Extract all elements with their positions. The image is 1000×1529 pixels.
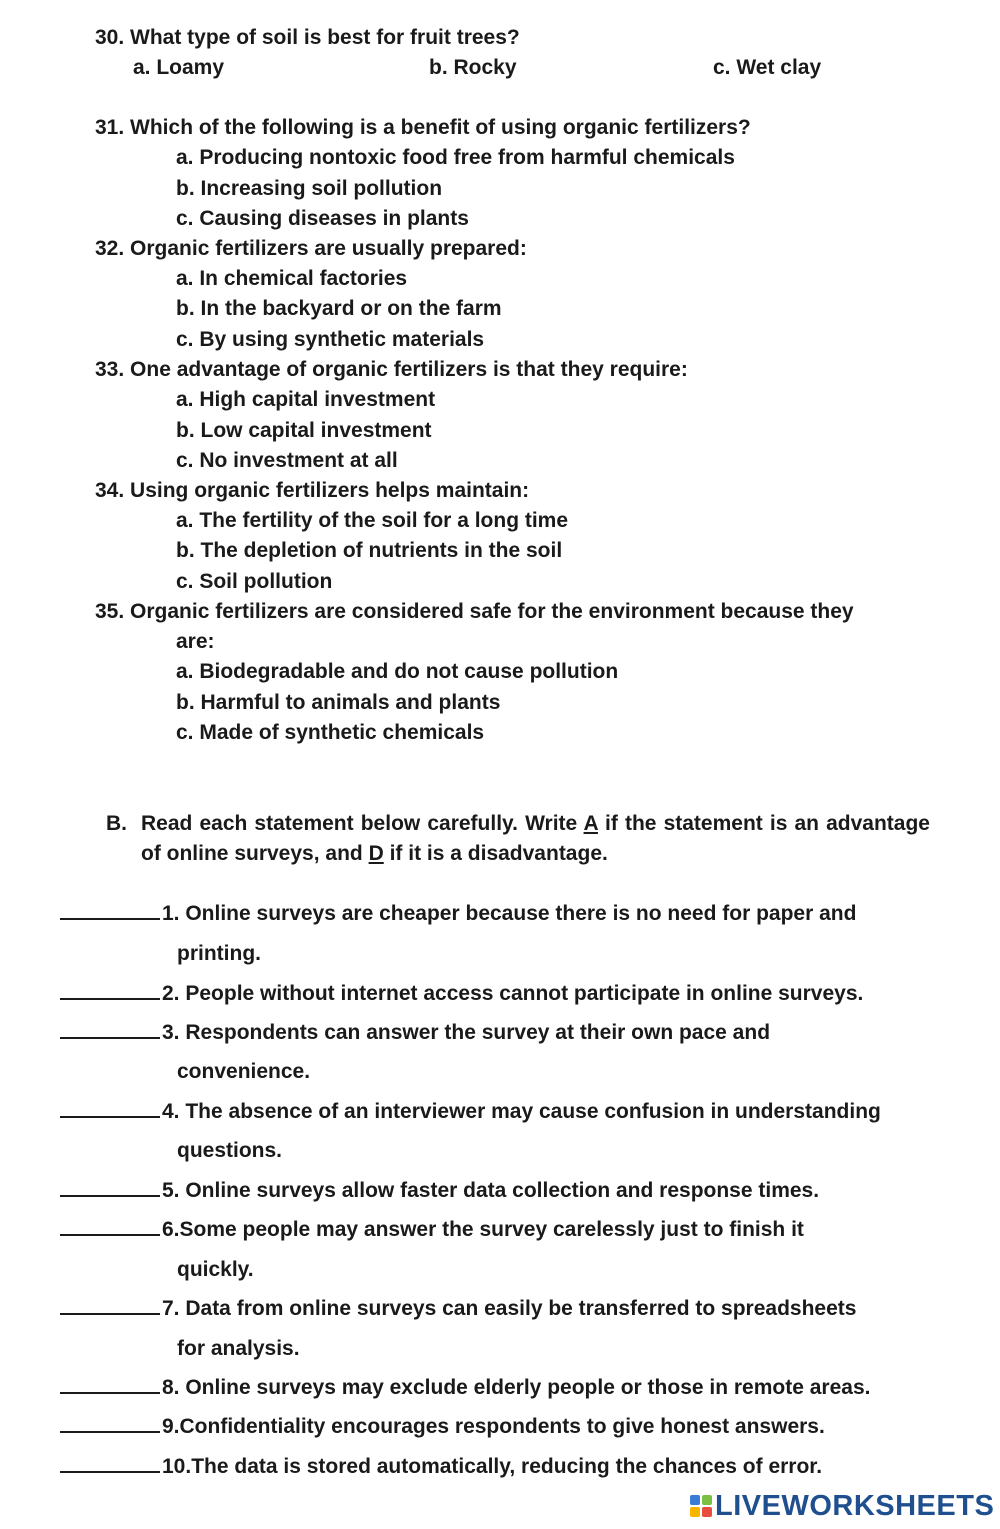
- section-b-letter: B.: [106, 812, 127, 835]
- statement-5: [60, 1178, 819, 1204]
- question-31-stem: 31. Which of the following is a benefit of using organic fertilizers?: [95, 116, 751, 139]
- statement-10: [60, 1454, 822, 1480]
- question-34-option-b: b. The depletion of nutrients in the soil: [176, 539, 563, 562]
- statement-6-continued: quickly.: [177, 1258, 254, 1281]
- question-30-option-a: a. Loamy: [133, 56, 225, 79]
- statement-9: [60, 1414, 825, 1440]
- question-35-option-c: c. Made of synthetic chemicals: [176, 721, 485, 744]
- statement-3-continued: convenience.: [177, 1060, 311, 1083]
- statement-6-text: 6.Some people may answer the survey carelessly just to finish it: [162, 1218, 804, 1241]
- question-34-option-c: c. Soil pollution: [176, 570, 333, 593]
- answer-blank-4[interactable]: [60, 1116, 160, 1118]
- question-33-option-b: b. Low capital investment: [176, 419, 432, 442]
- question-31-option-c: c. Causing diseases in plants: [176, 207, 469, 230]
- question-32-option-a: a. In chemical factories: [176, 267, 408, 290]
- answer-blank-1[interactable]: [60, 918, 160, 920]
- statement-5-text: 5. Online surveys allow faster data collection and response times.: [162, 1179, 820, 1202]
- answer-blank-7[interactable]: [60, 1313, 160, 1315]
- statement-7-text: 7. Data from online surveys can easily be transferred to spreadsheets: [162, 1297, 857, 1320]
- statement-1: [60, 901, 856, 927]
- statement-2: [60, 981, 863, 1007]
- question-35-stem: 35. Organic fertilizers are considered safe for the environment because they: [95, 600, 854, 623]
- question-31-option-b: b. Increasing soil pollution: [176, 177, 443, 200]
- answer-blank-5[interactable]: [60, 1195, 160, 1197]
- statement-7: [60, 1296, 856, 1322]
- statement-3: [60, 1020, 770, 1046]
- statement-9-text: 9.Confidentiality encourages respondents to give honest answers.: [162, 1415, 825, 1438]
- answer-mark-a: A: [583, 812, 598, 835]
- question-30-option-b: b. Rocky: [429, 56, 517, 79]
- statement-2-text: 2. People without internet access cannot participate in online surveys.: [162, 982, 864, 1005]
- question-32-option-b: b. In the backyard or on the farm: [176, 297, 502, 320]
- question-33-option-c: c. No investment at all: [176, 449, 398, 472]
- statement-4: [60, 1099, 881, 1125]
- statement-4-text: 4. The absence of an interviewer may cause confusion in understanding: [162, 1100, 881, 1123]
- question-34-option-a: a. The fertility of the soil for a long time: [176, 509, 569, 532]
- answer-mark-d: D: [368, 842, 384, 865]
- question-32-option-c: c. By using synthetic materials: [176, 328, 485, 351]
- question-33-option-a: a. High capital investment: [176, 388, 436, 411]
- statement-3-text: 3. Respondents can answer the survey at their own pace and: [162, 1021, 771, 1044]
- statement-4-continued: questions.: [177, 1139, 283, 1162]
- question-32-stem: 32. Organic fertilizers are usually prepared:: [95, 237, 527, 260]
- statement-6: [60, 1217, 804, 1243]
- logo-text: LIVEWORKSHEETS: [715, 1489, 995, 1522]
- question-33-stem: 33. One advantage of organic fertilizers is that they require:: [95, 358, 688, 381]
- question-35-option-b: b. Harmful to animals and plants: [176, 691, 501, 714]
- question-31-option-a: a. Producing nontoxic food free from harmful chemicals: [176, 146, 735, 169]
- liveworksheets-logo-icon: [690, 1495, 712, 1517]
- statement-10-text: 10.The data is stored automatically, reducing the chances of error.: [162, 1455, 823, 1478]
- answer-blank-10[interactable]: [60, 1471, 160, 1473]
- question-30-stem: 30. What type of soil is best for fruit trees?: [95, 26, 520, 49]
- question-34-stem: 34. Using organic fertilizers helps maintain:: [95, 479, 530, 502]
- statement-1-continued: printing.: [177, 942, 261, 965]
- answer-blank-8[interactable]: [60, 1392, 160, 1394]
- statement-8: [60, 1375, 870, 1401]
- statement-8-text: 8. Online surveys may exclude elderly people or those in remote areas.: [162, 1376, 871, 1399]
- instructions-text-3: if it is a disadvantage.: [389, 842, 608, 865]
- answer-blank-9[interactable]: [60, 1431, 160, 1433]
- section-b-instructions: [141, 809, 930, 869]
- question-35-stem-continued: are:: [176, 630, 215, 653]
- answer-blank-3[interactable]: [60, 1037, 160, 1039]
- liveworksheets-logo: [690, 1489, 994, 1523]
- statement-1-text: 1. Online surveys are cheaper because there is no need for paper and: [162, 902, 857, 925]
- statement-7-continued: for analysis.: [177, 1337, 300, 1360]
- answer-blank-6[interactable]: [60, 1234, 160, 1236]
- instructions-text-1: Read each statement below carefully. Write: [141, 812, 578, 835]
- question-35-option-a: a. Biodegradable and do not cause pollution: [176, 660, 619, 683]
- question-30-option-c: c. Wet clay: [713, 56, 822, 79]
- answer-blank-2[interactable]: [60, 998, 160, 1000]
- instructions-text-2: if the statement is an advantage of online surveys, and: [141, 812, 930, 865]
